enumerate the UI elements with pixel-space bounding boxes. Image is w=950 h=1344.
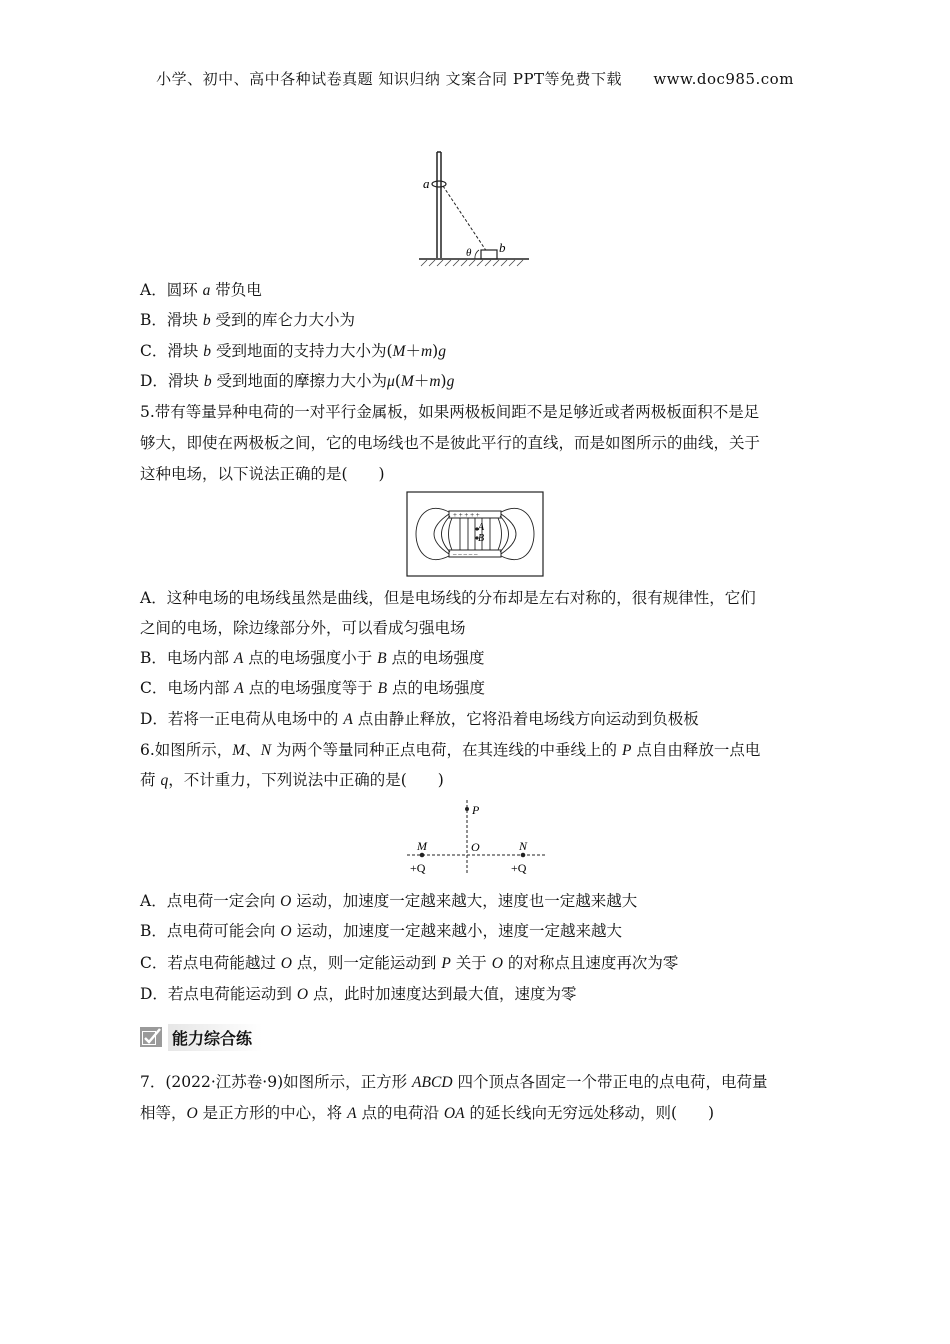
q5-option-a-line-2: 之间的电场，除边缘部分外，可以看成匀强电场 <box>140 619 466 637</box>
q7-stem-line-2: 相等，O 是正方形的中心，将 A 点的电荷沿 OA 的延长线向无穷远处移动，则( ) <box>140 1104 715 1122</box>
q4-option-d: D．滑块 b 受到地面的摩擦力大小为μ(M＋m)g <box>140 372 455 390</box>
charge-n <box>521 853 526 858</box>
q5-option-d: D．若将一正电荷从电场中的 A 点由静止释放，它将沿着电场线方向运动到负极板 <box>140 710 699 728</box>
q5-stem-line-3: 这种电场，以下说法正确的是( ) <box>140 465 385 483</box>
q7-stem-line-1: 7．(2022·江苏卷·9)如图所示，正方形 ABCD 四个顶点各固定一个带正电的点电荷，电荷量 <box>140 1073 768 1091</box>
section-heading <box>140 1024 262 1050</box>
q5-option-c: C．电场内部 A 点的电场强度等于 B 点的电场强度 <box>140 679 486 697</box>
q5-stem-line-1: 5.带有等量异种电荷的一对平行金属板，如果两极板间距不是足够近或者两极板面积不是足 <box>140 403 760 421</box>
section-title: 能力综合练 <box>168 1024 262 1051</box>
q6-option-a: A．点电荷一定会向 O 运动，加速度一定越来越大，速度也一定越来越大 <box>140 892 638 910</box>
figure-two-charges <box>405 798 550 878</box>
label-charge-m: +Q <box>410 861 426 875</box>
q6-stem-line-2: 荷 q，不计重力，下列说法中正确的是( ) <box>140 771 444 789</box>
page-header <box>0 68 950 89</box>
header-text: 小学、初中、高中各种试卷真题 知识归纳 文案合同 PPT等免费下载 <box>156 70 623 88</box>
q5-option-a-line-1: A．这种电场的电场线虽然是曲线，但是电场线的分布却是左右对称的，很有规律性，它们 <box>140 589 756 607</box>
label-n: N <box>519 839 528 853</box>
charge-m <box>420 853 425 858</box>
q6-option-c: C．若点电荷能越过 O 点，则一定能运动到 P 关于 O 的对称点且速度再次为零 <box>140 954 679 972</box>
q4-option-c: C．滑块 b 受到地面的支持力大小为(M＋m)g <box>140 342 446 360</box>
label-theta: θ <box>466 247 472 259</box>
label-p: P <box>472 803 480 817</box>
q5-stem-line-2: 够大，即使在两极板之间，它的电场线也不是彼此平行的直线，而是如图所示的曲线，关于 <box>140 434 761 452</box>
label-charge-n: +Q <box>511 861 527 875</box>
figure-ring-and-block <box>415 148 535 270</box>
q6-option-b: B．点电荷可能会向 O 运动，加速度一定越来越小，速度一定越来越大 <box>140 922 622 940</box>
label-b: b <box>499 240 506 255</box>
plus-signs: + + + + + <box>453 511 480 519</box>
header-url[interactable]: www.doc985.com <box>653 70 794 88</box>
label-point-a: A <box>478 522 485 533</box>
q4-option-b: B．滑块 b 受到的库仑力大小为 <box>140 311 356 329</box>
figure-parallel-plates <box>405 490 545 578</box>
point-p <box>465 807 469 811</box>
ring-a <box>432 181 446 187</box>
q6-stem-line-1: 6.如图所示，M、N 为两个等量同种正点电荷，在其连线的中垂线上的 P 点自由释放一点电 <box>140 741 761 759</box>
checkbox-icon <box>140 1027 162 1047</box>
label-point-b: B <box>478 533 485 544</box>
label-a: a <box>423 176 430 191</box>
label-m: M <box>417 839 427 853</box>
q4-option-a: A．圆环 a 带负电 <box>140 281 262 299</box>
q6-option-d: D．若点电荷能运动到 O 点，此时加速度达到最大值，速度为零 <box>140 985 577 1003</box>
block-b <box>481 250 497 259</box>
label-o: O <box>471 840 480 854</box>
minus-signs: ‒ ‒ ‒ ‒ ‒ <box>453 550 478 558</box>
q5-option-b: B．电场内部 A 点的电场强度小于 B 点的电场强度 <box>140 649 485 667</box>
